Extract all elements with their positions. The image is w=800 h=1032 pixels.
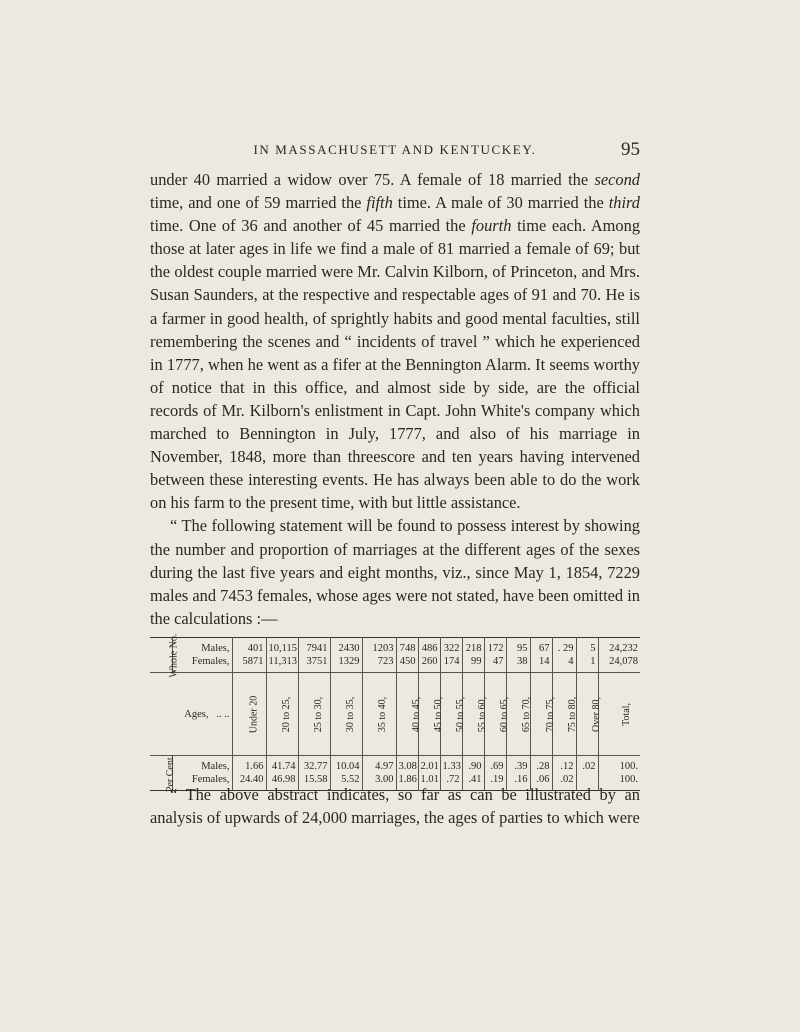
count-cell: 7941 3751 (298, 638, 330, 673)
percent-cell: .02 (576, 756, 598, 791)
whole-no-label: Whole No. (168, 633, 180, 677)
p1-emph-second: second (594, 170, 640, 189)
age-group-header: Under 20 (232, 673, 266, 756)
age-group-header: 60 to 65, (484, 673, 506, 756)
percent-cell: 2.01 1.01 (418, 756, 440, 791)
count-cell: 401 5871 (232, 638, 266, 673)
count-cell: 322 174 (440, 638, 462, 673)
percent-cell: .28 .06 (530, 756, 552, 791)
age-group-header: 20 to 25, (266, 673, 298, 756)
count-cell: . 29 4 (552, 638, 576, 673)
age-group-header: 35 to 40, (362, 673, 396, 756)
age-group-header: 45 to 50, (418, 673, 440, 756)
row-ages (150, 673, 640, 756)
count-cell: 95 38 (506, 638, 530, 673)
age-group-header: Over 80, (576, 673, 598, 756)
age-group-header: Total, (598, 673, 640, 756)
count-cell: 67 14 (530, 638, 552, 673)
percent-cell: .69 .19 (484, 756, 506, 791)
age-group-header: 30 to 35, (330, 673, 362, 756)
count-cell: 24,232 24,078 (598, 638, 640, 673)
paragraph-3: “ The above abstract indicates, so far as can be illustrated by an analysis of upwards of 24,000 marriages, the ages of parties to which were (150, 785, 640, 828)
paragraph-1 (150, 168, 640, 514)
page-number: 95 (621, 139, 640, 160)
sex-labels: Males, Females, (172, 638, 232, 673)
marriage-ages-table (150, 633, 640, 792)
closing-text (150, 783, 640, 829)
percent-cell: 1.66 24.40 (232, 756, 266, 791)
count-cell: 172 47 (484, 638, 506, 673)
percent-cell: 10.04 5.52 (330, 756, 362, 791)
percent-cell: .90 .41 (462, 756, 484, 791)
p1-text-3: time. A male of 30 married the (392, 193, 609, 213)
count-cell: 486 260 (418, 638, 440, 673)
percent-cell: 4.97 3.00 (362, 756, 396, 791)
age-group-header: 65 to 70, (506, 673, 530, 756)
sex-labels-percent: Males, Females, (172, 756, 232, 791)
running-head: IN MASSACHUSETT AND KENTUCKEY. (253, 142, 537, 157)
p1-emph-third: third (608, 193, 640, 213)
age-group-header: 70 to 75, (530, 673, 552, 756)
age-group-header: 50 to 55, (440, 673, 462, 756)
count-cell: 2430 1329 (330, 638, 362, 673)
age-group-header: 40 to 45, (396, 673, 418, 756)
count-cell: 748 450 (396, 638, 418, 673)
percent-cell: 3.08 1.86 (396, 756, 418, 791)
age-group-header: 25 to 30, (298, 673, 330, 756)
count-cell: 5 1 (576, 638, 598, 673)
p1-text-5: time each. Among those at later ages in life we find a male of 81 married a female of 69; but the oldest couple married were Mr. Calvin Kilborn, of Princeton, and Mrs. Susan Saunders, at the respective and respectable ages of 91 and 70. He is a farmer in good health, of sprightly habits and good mental faculties, still remembering the scenes and “ incidents of travel ” which he experienced in 1777, when he went as a fifer at the Bennington Alarm. It seems worthy of notice that in this office, and almost side by side, are the official records of Mr. Kilborn's enlistment in Capt. John White's company which marched to Bennington in July, 1777, and also of his marriage in November, 1848, more than threescore and ten years having intervened between these interesting events. He has always been able to do the work on his farm to the present time, with but little assistance. (150, 216, 641, 513)
percent-cell: .12 .02 (552, 756, 576, 791)
count-cell: 10,115 11,313 (266, 638, 298, 673)
percent-cell: 100. 100. (598, 756, 640, 791)
p1-emph-fifth: fifth (366, 193, 393, 213)
body-text (150, 168, 640, 630)
ages-label: Ages, .. .. (184, 708, 230, 720)
percent-cell: .39 .16 (506, 756, 530, 791)
p1-text-2: time, and one of 59 married the (150, 193, 367, 213)
paragraph-2: “ The following statement will be found to possess interest by showing the number and proportion of marriages at the different ages of the sexes during the last five years and eight months, viz., since May 1, 1854, 7229 males and 7453 females, whose ages were not stated, have been omitted in the calculations :— (150, 516, 640, 628)
p1-text-1: under 40 married a widow over 75. A female of 18 married the (150, 170, 595, 189)
p1-text-4: time. One of 36 and another of 45 married the (150, 216, 472, 236)
percent-cell: 1.33 .72 (440, 756, 462, 791)
count-cell: 218 99 (462, 638, 484, 673)
p1-emph-fourth: fourth (471, 216, 512, 236)
page-header (150, 139, 640, 163)
percent-cell: 41.74 46.98 (266, 756, 298, 791)
data-table (150, 633, 640, 792)
age-group-header: 75 to 80, (552, 673, 576, 756)
row-whole-number (150, 638, 640, 673)
age-group-header: 55 to 60, (462, 673, 484, 756)
count-cell: 1203 723 (362, 638, 396, 673)
percent-cell: 32.77 15.58 (298, 756, 330, 791)
per-cent-label: Per Cent. (165, 754, 177, 792)
